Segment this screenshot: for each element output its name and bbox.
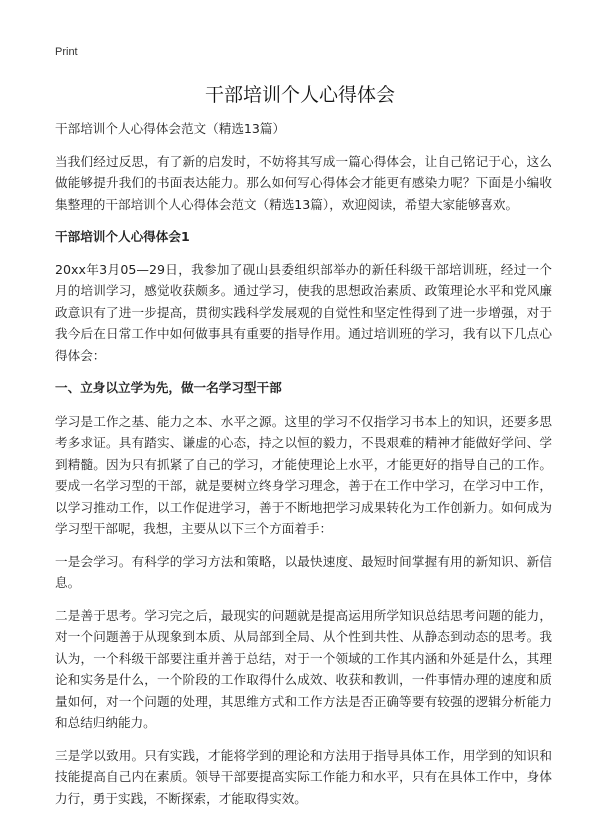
paragraph-4: 二是善于思考。学习完之后，最现实的问题就是提高运用所学知识总结思考问题的能力，对一个问题善于从现象到本质、从局部到全局、从个性到共性、从静态到动态的思考。我认为，一个科级干部要注重并善于总结，对于一个领域的工作其内涵和外延是什么，其理论和实务是什么，一个阶段的工作取得什么成效、收获和教训，一件事情办理的速度和质量如何，对一个问题的处理，其思维方式和工作方法是否正确等要有较强的逻辑分析能力和总结归纳能力。 xyxy=(55,607,552,730)
intro-paragraph: 当我们经过反思，有了新的启发时，不妨将其写成一篇心得体会，让自己铭记于心，这么做能够提升我们的书面表达能力。那么如何写心得体会才能更有感染力呢？下面是小编收集整理的干部培训个人心得体会范文（精选13篇），欢迎阅读，希望大家能够喜欢。 xyxy=(55,153,552,212)
paragraph-1: 20xx年3月05—29日，我参加了砚山县委组织部举办的新任科级干部培训班，经过一个月的培训学习，感觉收获颇多。通过学习，使我的思想政治素质、政策理论水平和党风廉政意识有了进一步提高，贯彻实践科学发展观的自觉性和坚定性得到了进一步增强，对于我今后在日常工作中如何做事具有重要的指导作用。通过培训班的学习，我有以下几点心得体会： xyxy=(55,261,552,363)
paragraph-5: 三是学以致用。只有实践，才能将学到的理论和方法用于指导具体工作，用学到的知识和技能提高自己内在素质。领导干部要提高实际工作能力和水平，只有在具体工作中，身体力行，勇于实践，不断探索，才能取得实效。 xyxy=(55,747,552,806)
paragraph-2: 学习是工作之基、能力之本、水平之源。这里的学习不仅指学习书本上的知识，还要多思考多求证。具有踏实、谦虚的心态，持之以恒的毅力，不畏艰难的精神才能做好学问、学到精髓。因为只有抓紧了自己的学习，才能使理论上水平，才能更好的指导自己的工作。要成一名学习型的干部，就是要树立终身学习理念，善于在工作中学习，在学习中工作，以学习推动工作，以工作促进学习，善于不断地把学习成果转化为工作创新力。如何成为学习型干部呢，我想，主要从以下三个方面着手： xyxy=(55,413,552,536)
section-heading: 一、立身以立学为先，做一名学习型干部 xyxy=(55,380,282,395)
essay-heading: 干部培训个人心得体会1 xyxy=(55,229,190,244)
page-title: 干部培训个人心得体会 xyxy=(204,84,395,106)
document-subtitle: 干部培训个人心得体会范文（精选13篇） xyxy=(55,121,286,136)
document-body xyxy=(55,118,552,820)
print-link[interactable]: Print xyxy=(55,46,78,58)
paragraph-3: 一是会学习。有科学的学习方法和策略，以最快速度、最短时间掌握有用的新知识、新信息。 xyxy=(55,553,552,590)
